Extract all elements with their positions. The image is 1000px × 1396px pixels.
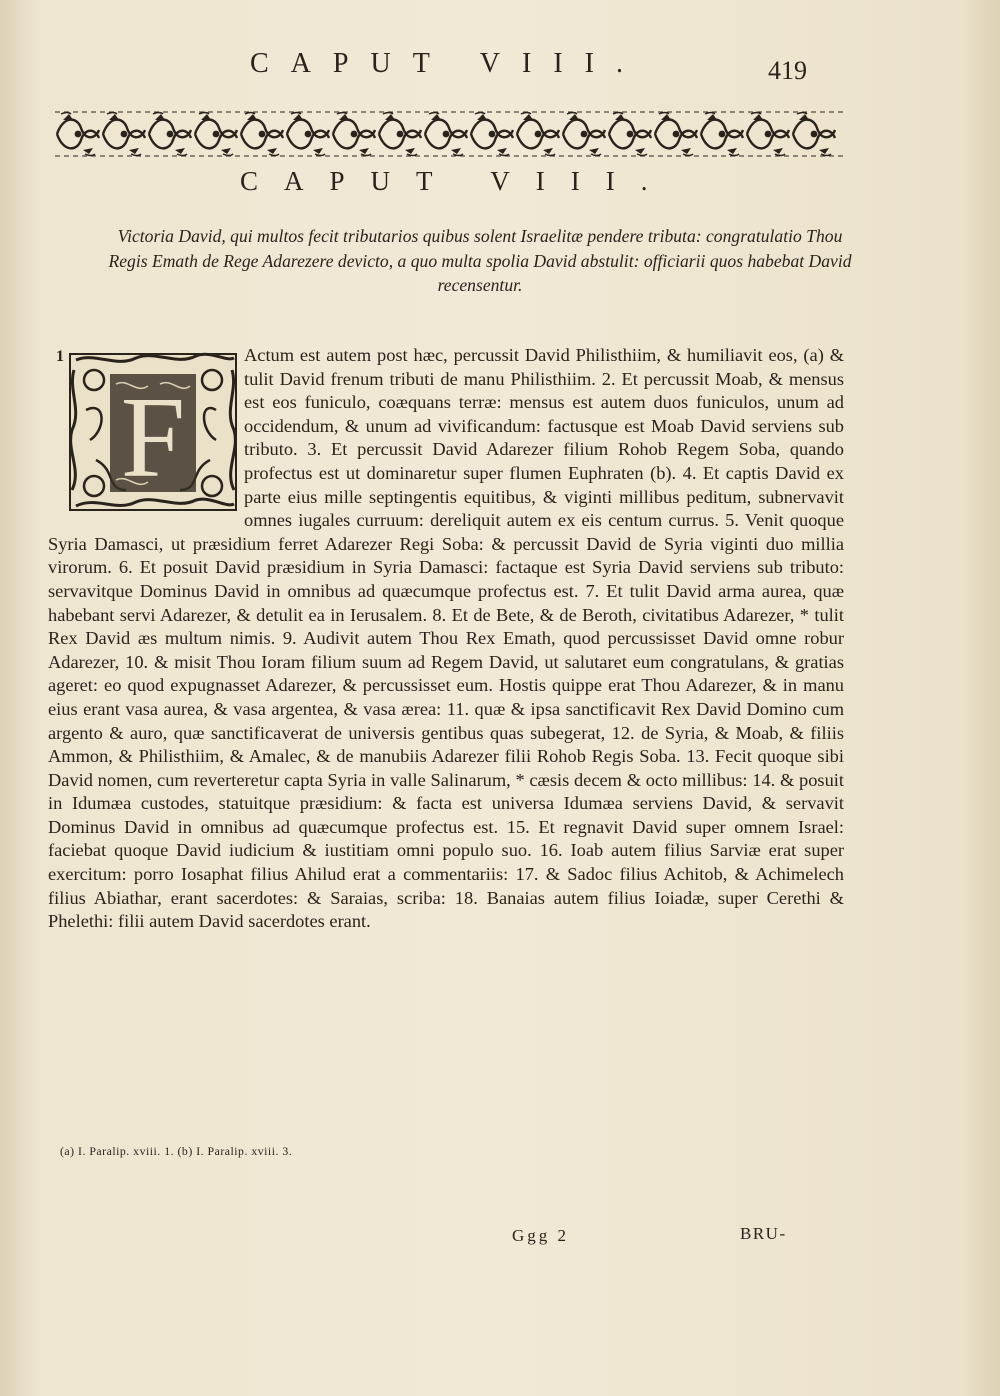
body-text: [48, 344, 844, 934]
chapter-summary: Victoria David, qui multos fecit tributarios quibus solent Israelitæ pendere tributa: congratulatio Thou Regis Emath de Rege Adarezere devicto, a quo multa spolia David abstulit: officiarii quos habebat David recensentur.: [108, 226, 852, 295]
catchword: BRU-: [740, 1224, 787, 1243]
chapter-title: CAPUT VIII.: [240, 166, 674, 196]
svg-text:F: F: [120, 374, 186, 502]
signature-mark: Ggg 2: [512, 1226, 570, 1245]
footnotes: (a) I. Paralip. xviii. 1. (b) I. Paralip. xviii. 3.: [60, 1144, 293, 1158]
ornamental-headpiece: [55, 110, 845, 158]
verse-number-marker: 1: [56, 348, 64, 365]
page-number: 419: [768, 56, 807, 85]
verses-text: Actum est autem post hæc, percussit David Philisthiim, & humiliavit eos, (a) & tulit David frenum tributi de manu Philisthiim. 2. Et percussit Moab, & mensus est eos funiculo, coæquans terræ: mensus est autem duos funiculos, unum ad occidendum, & unum ad vivificandum: factusque est Moab David serviens sub tributo. 3. Et percussit David Adarezer filium Rohob Regem Soba, quando profectus est ut dominaretur super flumen Euphraten (b). 4. Et captis David ex parte eius mille septingentis equitibus, & viginti millibus peditum, subnervavit omnes iugales curruum: dereliquit autem ex eis centum currus. 5. Venit quoque Syria Damasci, ut præsidium ferret Adarezer Regi Soba: & percussit David de Syria viginti duo millia virorum. 6. Et posuit David præsidium in Syria Damasci: factaque est Syria David serviens sub tributo: servavitque Dominus David in omnibus ad quæcumque profectus est. 7. Et tulit David arma aurea, quæ habebant servi Adarezer, & detulit ea in Ierusalem. 8. Et de Bete, & de Beroth, civitatibus Adarezer, * tulit Rex David æs multum nimis. 9. Audivit autem Thou Rex Emath, quod percussisset David omne robur Adarezer, 10. & misit Thou Ioram filium suum ad Regem David, ut salutaret eum congratulans, & gratias ageret: eo quod expugnasset Adarezer, & percussisset eum. Hostis quippe erat Thou Adarezer, & in manu eius erant vasa aurea, & vasa argentea, & vasa ærea: 11. quæ & ipsa sanctificavit Rex David Domino cum argento & auro, quæ sanctificaverat de universis gentibus quas subegerat, 12. de Syria, & Moab, & filiis Ammon, & Philisthiim, & Amalec, & de manubiis Adarezer filii Rohob Regis Soba. 13. Fecit quoque sibi David nomen, cum reverteretur capta Syria in valle Salinarum, * cæsis decem & octo millibus: 14. & posuit in Idumæa custodes, statuitque præsidium: & facta est universa Idumæa serviens David, & servavit Dominus David in omnibus ad quæcumque profectus est. 15. Et regnavit David super omnem Israel: faciebat quoque David iudicium & iustitiam omni populo suo. 16. Ioab autem filius Sarviæ erat super exercitum: porro Iosaphat filius Ahilud erat a commentariis: 17. & Sadoc filius Achitob, & Achimelech filius Abiathar, erant sacerdotes: & Saraias, scriba: 18. Banaias autem filius Ioiadæ, super Cerethi & Phelethi: filii autem David sacerdotes erant.: [48, 345, 844, 932]
running-head-title: CAPUT VIII.: [250, 48, 645, 79]
initial-float-space: [48, 348, 244, 512]
